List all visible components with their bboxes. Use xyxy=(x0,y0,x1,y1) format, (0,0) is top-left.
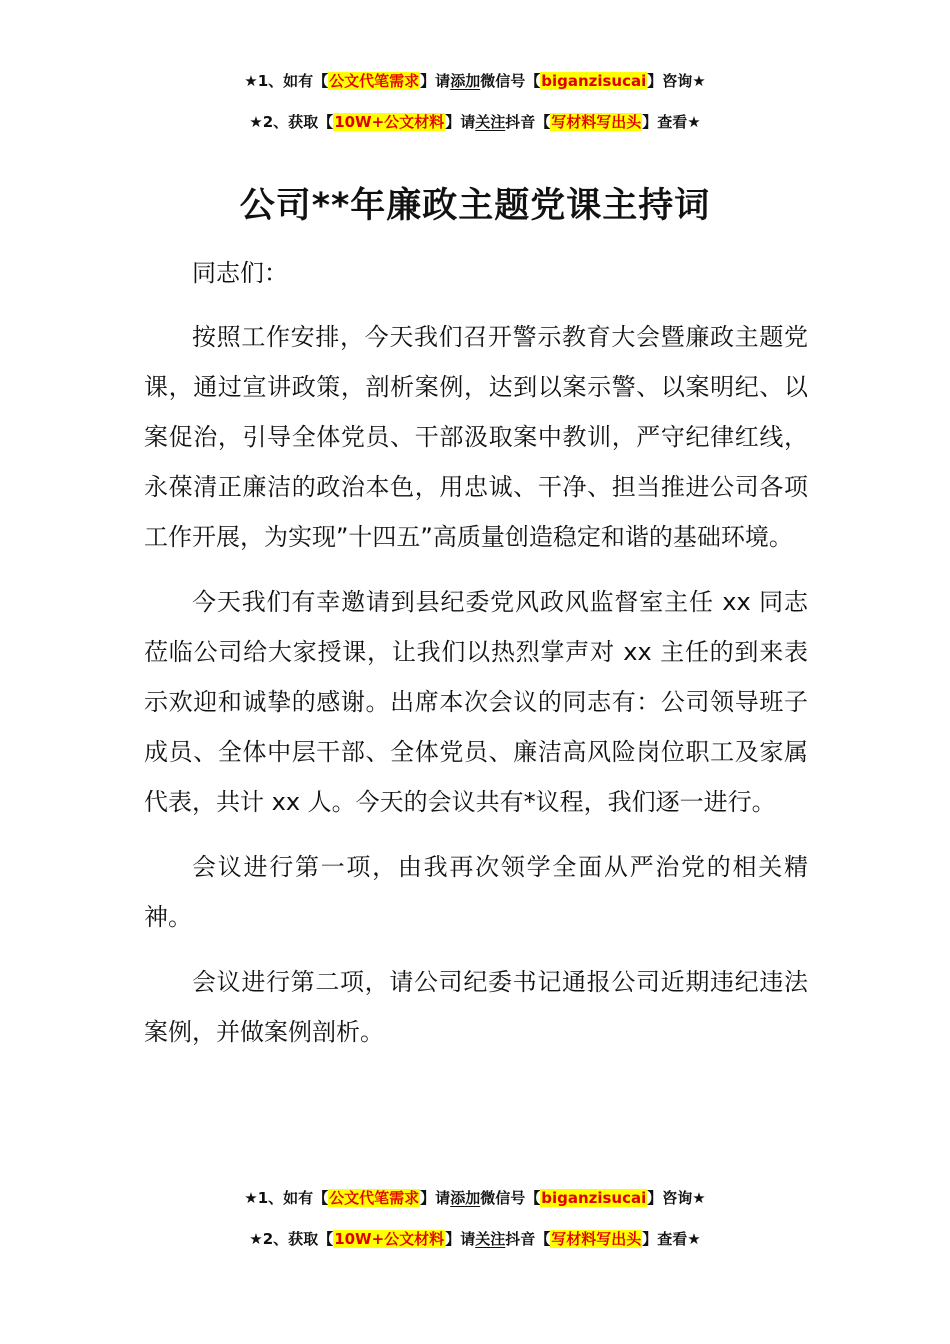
paragraph-3: 会议进行第一项，由我再次领学全面从严治党的相关精神。 xyxy=(144,853,808,931)
promo-line-1 xyxy=(0,70,950,92)
promo-text: 微信号【 xyxy=(480,1189,541,1207)
promo-text: ★2、获取【 xyxy=(249,1230,334,1248)
promo-wechat-id: biganzisucai xyxy=(541,72,647,90)
promo-highlight: 公文代笔需求 xyxy=(329,1189,420,1207)
promo-text: 】请 xyxy=(420,72,451,90)
promo-douyin-id: 写材料写出头 xyxy=(551,113,642,131)
promo-text: 】咨询★ xyxy=(647,72,706,90)
document-body xyxy=(144,248,808,1072)
promo-text: 】查看★ xyxy=(642,113,701,131)
promo-text: ★1、如有【 xyxy=(244,1189,329,1207)
promo-underline: 添加 xyxy=(450,72,481,90)
promo-text: 】请 xyxy=(445,113,476,131)
promo-highlight: 10W+公文材料 xyxy=(334,1230,445,1248)
paragraph-2: 今天我们有幸邀请到县纪委党风政风监督室主任 xx 同志莅临公司给大家授课，让我们以热烈掌声对 xx 主任的到来表示欢迎和诚挚的感谢。出席本次会议的同志有：公司领导班子成员、全体中层干部、全体党员、廉洁高风险岗位职工及家属代表，共计 xx 人。今天的会议共有*议程，我们逐一进行。 xyxy=(144,588,808,816)
promo-highlight: 10W+公文材料 xyxy=(334,113,445,131)
promo-line-1-footer xyxy=(0,1187,950,1209)
promo-text: 抖音【 xyxy=(505,113,551,131)
promo-line-2 xyxy=(0,111,950,133)
promo-text: 】咨询★ xyxy=(647,1189,706,1207)
promo-text: 抖音【 xyxy=(505,1230,551,1248)
promo-underline: 关注 xyxy=(475,1230,506,1248)
promo-text: 】请 xyxy=(445,1230,476,1248)
promo-text: ★2、获取【 xyxy=(249,113,334,131)
promo-text: 微信号【 xyxy=(480,72,541,90)
promo-wechat-id: biganzisucai xyxy=(541,1189,647,1207)
promo-douyin-id: 写材料写出头 xyxy=(551,1230,642,1248)
promo-underline: 添加 xyxy=(450,1189,481,1207)
promo-text: 】查看★ xyxy=(642,1230,701,1248)
document-title: 公司**年廉政主题党课主持词 xyxy=(239,186,711,226)
paragraph-1: 按照工作安排，今天我们召开警示教育大会暨廉政主题党课，通过宣讲政策，剖析案例，达到以案示警、以案明纪、以案促治，引导全体党员、干部汲取案中教训，严守纪律红线，永葆清正廉洁的政治本色，用忠诚、干净、担当推进公司各项工作开展，为实现”十四五”高质量创造稳定和谐的基础环境。 xyxy=(144,323,808,551)
greeting: 同志们： xyxy=(192,259,288,287)
promo-text: ★1、如有【 xyxy=(244,72,329,90)
promo-highlight: 公文代笔需求 xyxy=(329,72,420,90)
promo-underline: 关注 xyxy=(475,113,506,131)
promo-line-2-footer xyxy=(0,1228,950,1250)
paragraph-4: 会议进行第二项，请公司纪委书记通报公司近期违纪违法案例，并做案例剖析。 xyxy=(144,968,808,1046)
promo-text: 】请 xyxy=(420,1189,451,1207)
